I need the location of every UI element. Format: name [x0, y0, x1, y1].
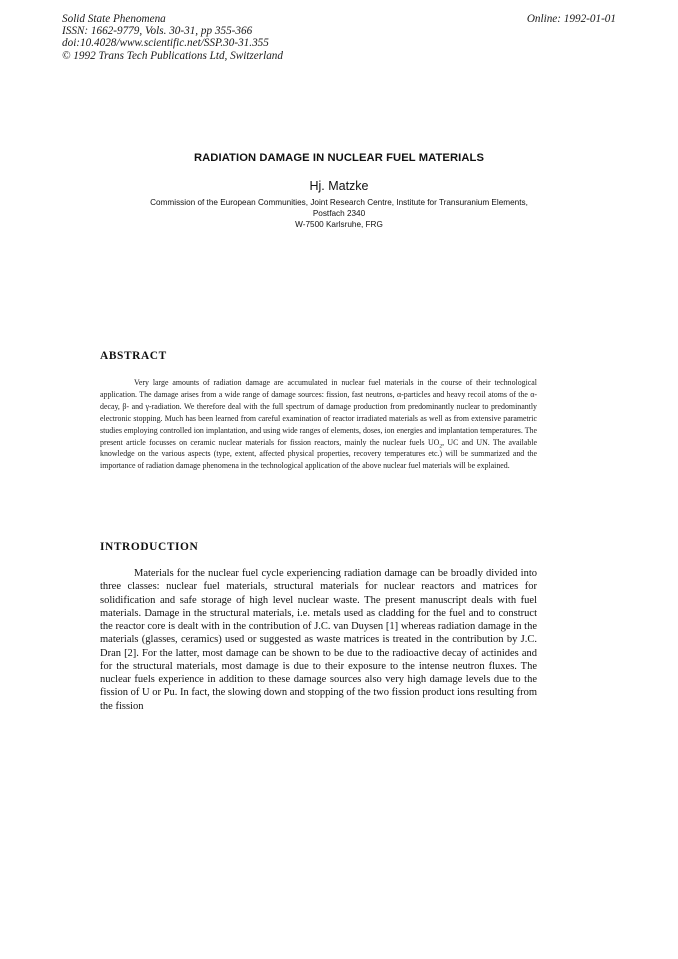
doi-line: doi:10.4028/www.scientific.net/SSP.30-31.355 [62, 37, 269, 50]
introduction-heading: INTRODUCTION [100, 541, 199, 553]
abstract-body [100, 377, 537, 472]
introduction-paragraph: Materials for the nuclear fuel cycle experiencing radiation damage can be broadly divided into three classes: nuclear fuel materials, structural materials for nuclear reactors and matrices for solidification and safe storage of high level nuclear waste. The present manuscript deals with fuel materials. Damage in the structural materials, i.e. metals used as cladding for the fuel and to construct the reactor core is dealt with in the contribution of J.C. van Duysen [1] whereas radiation damage in the materials (glasses, ceramics) used or suggested as waste matrices is treated in the contribution by J.C. Dran [2]. For the latter, most damage can be shown to be due to the radioactive decay of actinides and for the structural materials, most damage is due to their exposure to the intense neutron fluxes. The nuclear fuels experience in addition to these damage sources also very high damage levels due to the fission of U or Pu. In fact, the slowing down and stopping of the two fission product ions resulting from the fission [100, 568, 537, 712]
journal-name: Solid State Phenomena [62, 13, 166, 25]
affiliation-line-2: Postfach 2340 [312, 209, 366, 219]
abstract-text-part-2: , UC and UN. The available knowledge on the various aspects (type, extent, affected physical properties, recovery temperatures etc.) will be summarized and the importance of radiation damage phenomena in the technological application of the above nuclear fuel materials will be explained. [100, 437, 537, 471]
author-name: Hj. Matzke [309, 179, 369, 193]
abstract-subscript: 2 [439, 443, 443, 450]
paper-title: RADIATION DAMAGE IN NUCLEAR FUEL MATERIALS [193, 152, 485, 164]
abstract-heading: ABSTRACT [100, 350, 167, 362]
affiliation-line-3: W-7500 Karlsruhe, FRG [295, 220, 383, 230]
abstract-text-part-1: Very large amounts of radiation damage are accumulated in nuclear fuel materials in the course of their technological application. The damage arises from a wide range of damage sources: fission, fast neutrons, α-particles and heavy recoil atoms of the α-decay, β- and γ-radiation. We therefore deal with the full spectrum of damage production from predominantly nuclear to predominantly electronic stopping. Much has been learned from careful examination of reactor irradiated materials as well as from extensive parametric studies employing controlled ion implantation, and using wide ranges of elements, doses, ion energies and implantation temperatures. The present article focusses on ceramic nuclear materials for fission reactors, mainly the nuclear fuels UO [100, 378, 537, 447]
abstract-paragraph [100, 377, 537, 472]
issn-line: ISSN: 1662-9779, Vols. 30-31, pp 355-366 [62, 25, 253, 38]
affiliation [0, 197, 678, 231]
publication-info [62, 13, 283, 62]
copyright-line: © 1992 Trans Tech Publications Ltd, Switzerland [62, 49, 283, 62]
affiliation-line-1: Commission of the European Communities, Joint Research Centre, Institute for Transuranium Elements, [150, 198, 528, 207]
introduction-body [100, 567, 537, 713]
online-date: Online: 1992-01-01 [526, 13, 616, 25]
